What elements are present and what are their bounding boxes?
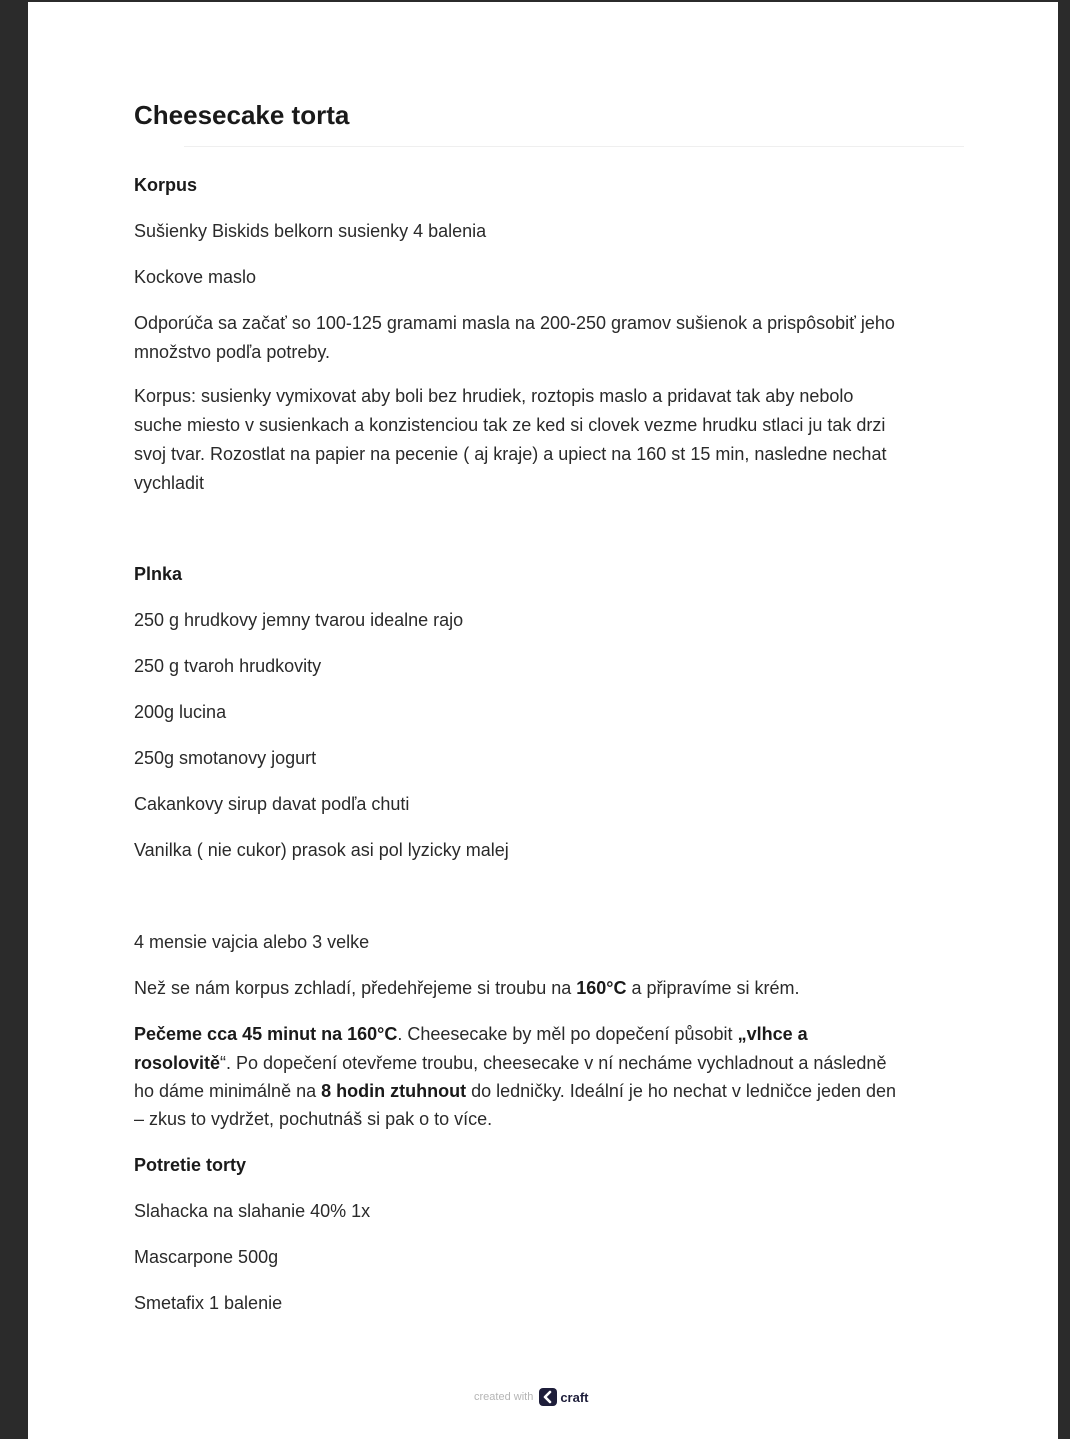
bake-paragraph-line [134,1077,896,1106]
footer-created-with: created with [474,1391,534,1403]
document-page [28,2,1058,1439]
bake-texture-bold: „vlhce a [737,1024,808,1044]
korpus-item: Sušienky Biskids belkorn susienky 4 balenia [134,221,487,241]
section-heading-plnka: Plnka [134,564,183,584]
bake-text: “. Po dopečení otevřeme troubu, cheesecake v ní necháme vychladnout a následně [220,1053,887,1073]
plnka-item: Vanilka ( nie cukor) prasok asi pol lyzicky malej [134,840,509,860]
korpus-note-line: Odporúča sa začať so 100-125 gramami masla na 200-250 gramov sušienok a prispôsobiť jeho [134,313,895,333]
potretie-item: Smetafix 1 balenie [134,1293,283,1313]
bake-time-bold: Pečeme cca 45 minut na 160°C [134,1024,398,1044]
bake-paragraph-line [134,1020,808,1049]
plnka-item: 200g lucina [134,702,227,722]
plnka-item: 250 g hrudkovy jemny tvarou idealne rajo [134,610,464,630]
plnka-eggs: 4 mensie vajcia alebo 3 velke [134,932,370,952]
korpus-note-line: množstvo podľa potreby. [134,342,331,362]
korpus-method-line: svoj tvar. Rozostlat na papier na pecenie ( aj kraje) a upiect na 160 st 15 min, nasledne nechat [134,444,887,464]
preheat-text: Než se nám korpus zchladí, předehřejeme si troubu na [134,978,577,998]
craft-brand: craft [560,1389,589,1405]
bake-paragraph-line: – zkus to vydržet, pochutnáš si pak o to více. [134,1109,493,1129]
korpus-method-line: suche miesto v susienkach a konzistenciou tak ze ked si clovek vezme hrudku stlaci ju tak drzi [134,415,886,435]
korpus-item: Kockove maslo [134,267,257,287]
potretie-item: Slahacka na slahanie 40% 1x [134,1201,371,1221]
potretie-item: Mascarpone 500g [134,1247,279,1267]
bake-chill-bold: 8 hodin ztuhnout [321,1081,467,1101]
preheat-text: a připravíme si krém. [626,978,800,998]
footer-watermark [474,1388,589,1406]
title-divider [184,146,964,147]
korpus-method-line: Korpus: susienky vymixovat aby boli bez hrudiek, roztopis maslo a pridavat tak aby nebolo [134,386,854,406]
plnka-preheat-paragraph [134,974,800,1003]
bake-texture-bold: rosolovitě [134,1053,221,1073]
bake-text: ho dáme minimálně na [134,1081,322,1101]
preheat-temperature: 160°C [576,978,627,998]
plnka-item: 250 g tvaroh hrudkovity [134,656,322,676]
bake-text: do ledničky. Ideální je ho nechat v ledničce jeden den [466,1081,897,1101]
korpus-method-line: vychladit [134,473,205,493]
plnka-item: Cakankovy sirup davat podľa chuti [134,794,410,814]
bake-text: . Cheesecake by měl po dopečení působit [397,1024,738,1044]
craft-icon [539,1388,557,1406]
section-heading-potretie: Potretie torty [134,1155,247,1175]
section-heading-korpus: Korpus [134,175,197,195]
craft-logo [539,1388,588,1406]
bake-paragraph-line [134,1049,886,1078]
page-title: Cheesecake torta [134,100,350,130]
plnka-item: 250g smotanovy jogurt [134,748,317,768]
